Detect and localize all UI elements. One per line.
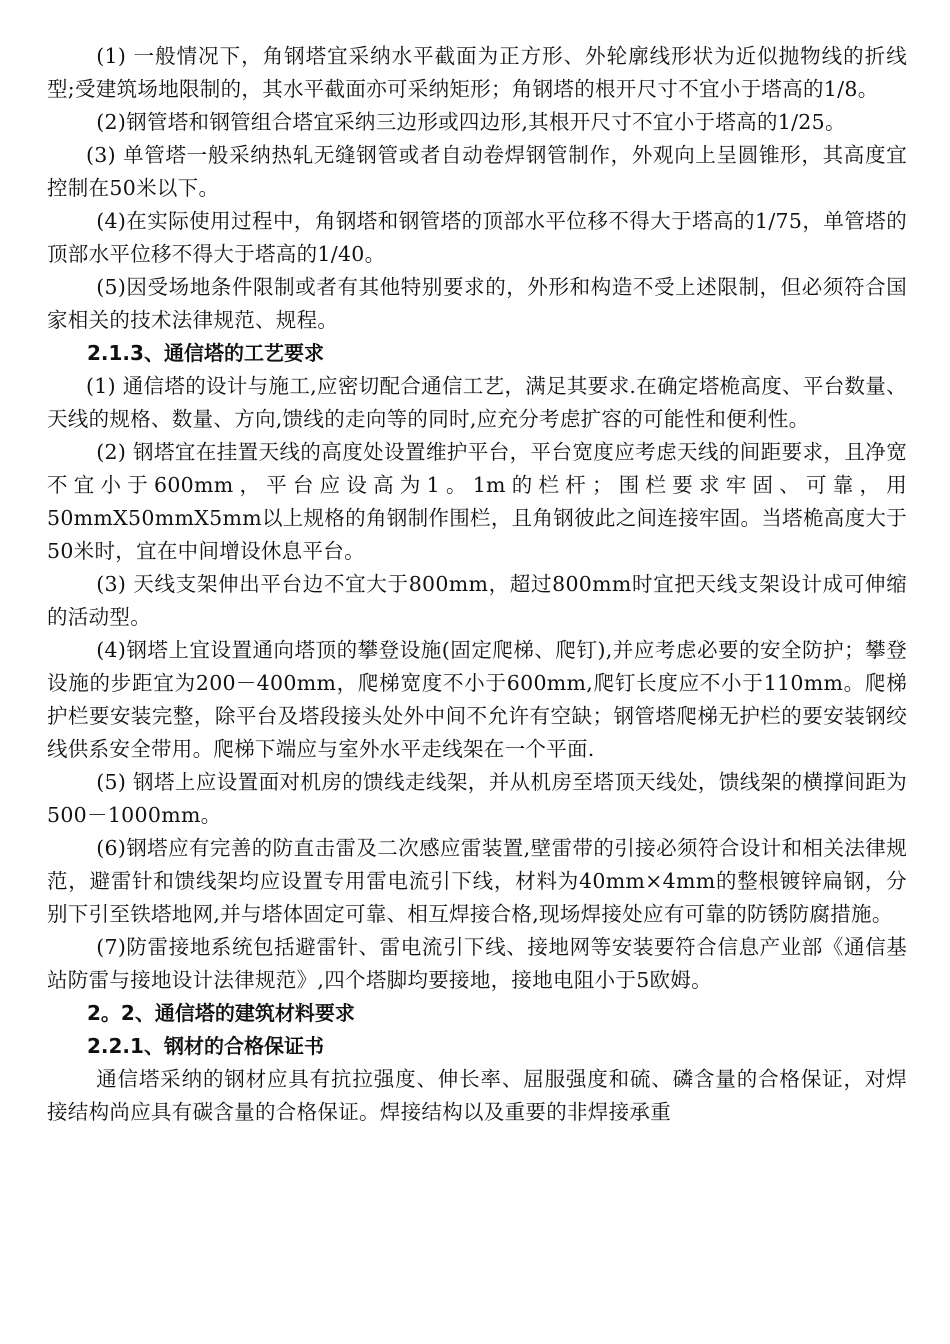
- document-page: [47, 40, 907, 1129]
- paragraph-steel-certificate: 通信塔采纳的钢材应具有抗拉强度、伸长率、屈服强度和硫、磷含量的合格保证，对焊接结构尚应具有碳含量的合格保证。焊接结构以及重要的非焊接承重: [47, 1067, 907, 1124]
- paragraph-climbing-facility: (4)钢塔上宜设置通向塔顶的攀登设施(固定爬梯、爬钉),并应考虑必要的安全防护；攀登设施的步距宜为200－400mm，爬梯宽度不小于600mm,爬钉长度应不小于110mm。爬梯护栏要安装完整，除平台及塔段接头处外中间不允许有空缺；钢管塔爬梯无护栏的要安装钢绞线供系安全带用。爬梯下端应与室外水平走线架在一个平面.: [47, 638, 907, 761]
- paragraph-grounding-system: (7)防雷接地系统包括避雷针、雷电流引下线、接地网等安装要符合信息产业部《通信基站防雷与接地设计法律规范》,四个塔脚均要接地，接地电阻小于5欧姆。: [47, 935, 907, 992]
- paragraph-site-restriction: (5)因受场地条件限制或者有其他特别要求的，外形和构造不受上述限制，但必须符合国家相关的技术法律规范、规程。: [47, 275, 907, 332]
- paragraph-feeder-rack: (5) 钢塔上应设置面对机房的馈线走线架，并从机房至塔顶天线处，馈线架的横撑间距为500－1000mm。: [47, 770, 907, 827]
- section-heading-221: 2.2.1、钢材的合格保证书: [87, 1034, 324, 1058]
- paragraph-lightning-protection: (6)钢塔应有完善的防直击雷及二次感应雷装置,壁雷带的引接必须符合设计和相关法律规范，避雷针和馈线架均应设置专用雷电流引下线，材料为40mm×4mm的整根镀锌扁钢，分别下引至铁塔地网,并与塔体固定可靠、相互焊接合格,现场焊接处应有可靠的防锈防腐措施。: [47, 836, 907, 926]
- section-heading-213: 2.1.3、通信塔的工艺要求: [87, 341, 324, 365]
- paragraph-displacement-limit: (4)在实际使用过程中，角钢塔和钢管塔的顶部水平位移不得大于塔高的1/75，单管塔的顶部水平位移不得大于塔高的1/40。: [47, 209, 907, 266]
- paragraph-antenna-bracket: (3) 天线支架伸出平台边不宜大于800mm，超过800mm时宜把天线支架设计成可伸缩的活动型。: [47, 572, 907, 629]
- paragraph-tower-design: (1) 通信塔的设计与施工,应密切配合通信工艺，满足其要求.在确定塔桅高度、平台数量、天线的规格、数量、方向,馈线的走向等的同时,应充分考虑扩容的可能性和便利性。: [47, 374, 907, 431]
- paragraph-maintenance-platform: (2) 钢塔宜在挂置天线的高度处设置维护平台，平台宽度应考虑天线的间距要求，且净宽不宜小于600mm，平台应设高为1。1m的栏杆；围栏要求牢固、可靠，用50mmX50mmX5mm以上规格的角钢制作围栏，且角钢彼此之间连接牢固。当塔桅高度大于50米时，宜在中间增设休息平台。: [47, 440, 907, 563]
- paragraph-angle-steel-tower: (1) 一般情况下，角钢塔宜采纳水平截面为正方形、外轮廓线形状为近似抛物线的折线型;受建筑场地限制的，其水平截面亦可采纳矩形；角钢塔的根开尺寸不宜小于塔高的1/8。: [47, 44, 907, 101]
- paragraph-single-pipe-tower: (3) 单管塔一般采纳热轧无缝钢管或者自动卷焊钢管制作，外观向上呈圆锥形，其高度宜控制在50米以下。: [47, 143, 907, 200]
- section-heading-22: 2。2、通信塔的建筑材料要求: [87, 1001, 355, 1025]
- paragraph-steel-pipe-tower: (2)钢管塔和钢管组合塔宜采纳三边形或四边形,其根开尺寸不宜小于塔高的1/25。: [96, 110, 846, 134]
